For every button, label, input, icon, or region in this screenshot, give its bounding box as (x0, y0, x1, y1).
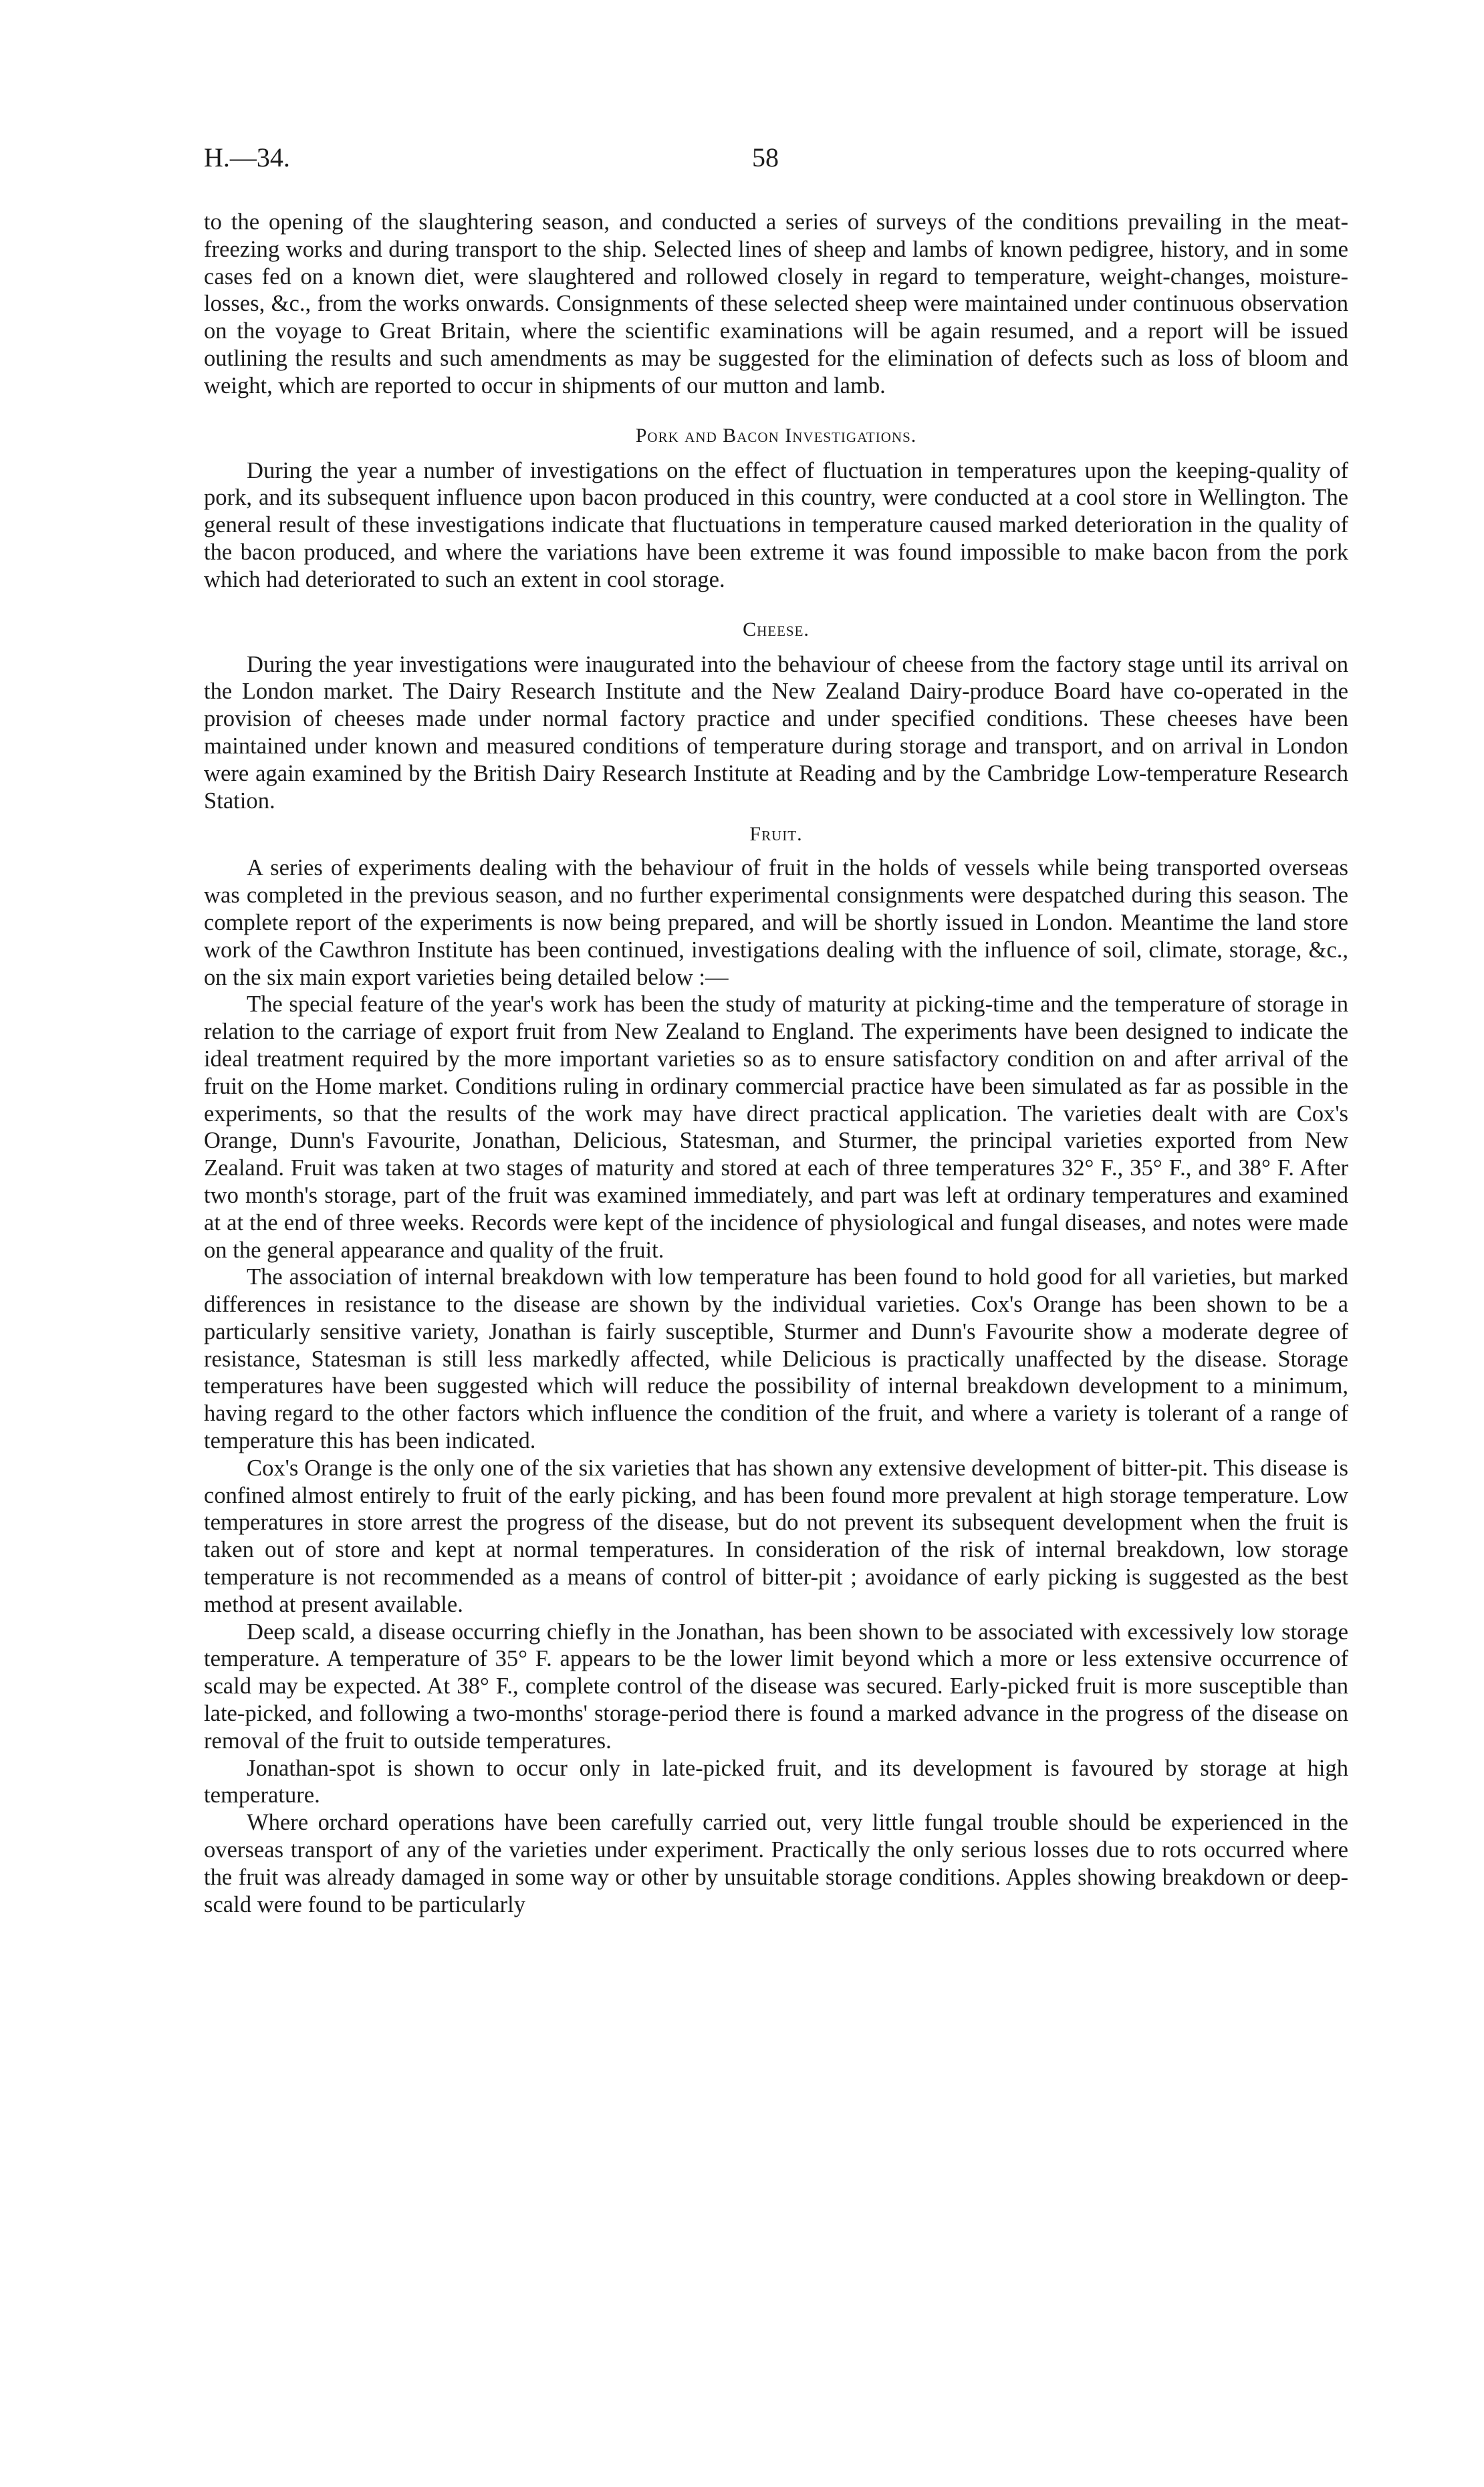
fruit-paragraph-4: Cox's Orange is the only one of the six varieties that has shown any extensive development of bitter-pit. This disease is confined almost entirely to fruit of the early picking, and has been found more prevalent at high storage temperature. Low temperatures in store arrest the progress of the disease, but do not prevent its subsequent development when the fruit is taken out of store and kept at normal temperatures. In consideration of the risk of internal breakdown, low storage temperature is not recommended as a means of control of bitter-pit ; avoidance of early picking is suggested as the best method at present available. (204, 1455, 1348, 1617)
pork-paragraph-1: During the year a number of investigations on the effect of fluctuation in temperatures upon the keeping-quality of pork, and its subsequent influence upon bacon produced in this country, were conducted at a cool store in Wellington. The general result of these investigations indicate that fluctuations in temperature caused marked deterioration in the quality of the bacon produced, and where the variations have been extreme it was found impossible to make bacon from the pork which had deteriorated to such an extent in cool storage. (204, 457, 1348, 592)
fruit-paragraph-2: The special feature of the year's work has been the study of maturity at picking-time and the temperature of storage in relation to the carriage of export fruit from New Zealand to England. The experiments have been designed to indicate the ideal treatment required by the more important varieties so as to ensure satisfactory condition on and after arrival of the fruit on the Home market. Conditions ruling in ordinary commercial practice have been simulated as far as possible in the experiments, so that the results of the work may have direct practical application. The varieties dealt with are Cox's Orange, Dunn's Favourite, Jonathan, Delicious, Statesman, and Sturmer, the principal varieties exported from New Zealand. Fruit was taken at two stages of maturity and stored at each of three temperatures 32° F., 35° F., and 38° F. After two month's storage, part of the fruit was examined immediately, and part was left at ordinary temperatures and examined at at the end of three weeks. Records were kept of the incidence of physiological and fungal diseases, and notes were made on the general appearance and quality of the fruit. (204, 991, 1348, 1263)
fruit-paragraph-3: The association of internal breakdown with low temperature has been found to hold good for all varieties, but marked differences in resistance to the disease are shown by the individual varieties. Cox's Orange has been shown to be a particularly sensitive variety, Jonathan is fairly susceptible, Sturmer and Dunn's Favourite show a moderate degree of resistance, Statesman is still less markedly affected, while Delicious is practically unaffected by the disease. Storage temperatures have been suggested which will reduce the possibility of internal breakdown development to a minimum, having regard to the other factors which influence the condition of the fruit, and where a variety is tolerant of a range of temperature this has been indicated. (204, 1264, 1348, 1454)
section-heading-pork: Pork and Bacon Investigations. (635, 424, 917, 447)
fruit-paragraph-5: Deep scald, a disease occurring chiefly in the Jonathan, has been shown to be associated with excessively low storage temperature. A temperature of 35° F. appears to be the lower limit beyond which a more or less extensive occurrence of scald may be expected. At 38° F., complete control of the disease was secured. Early-picked fruit is more susceptible than late-picked, and following a two-months' storage-period there is found a marked advance in the progress of the disease on removal of the fruit to outside temperatures. (204, 1619, 1348, 1754)
body-text (204, 209, 1348, 1918)
fruit-paragraph-6: Jonathan-spot is shown to occur only in late-picked fruit, and its development is favoured by storage at high temperature. (204, 1755, 1348, 1808)
page-header (204, 142, 1354, 182)
page-number: 58 (752, 142, 779, 172)
intro-paragraph: to the opening of the slaughtering season, and conducted a series of surveys of the conditions prevailing in the meat-freezing works and during transport to the ship. Selected lines of sheep and lambs of known pedigree, history, and in some cases fed on a known diet, were slaughtered and rollowed closely in regard to temperature, weight-changes, moisture-losses, &c., from the works onwards. Consignments of these selected sheep were maintained under continuous observation on the voyage to Great Britain, where the scientific examinations will be again resumed, and a report will be issued outlining the results and such amendments as may be suggested for the elimination of defects such as loss of bloom and weight, which are reported to occur in shipments of our mutton and lamb. (204, 209, 1348, 398)
section-heading-fruit: Fruit. (749, 823, 803, 846)
fruit-paragraph-1: A series of experiments dealing with the behaviour of fruit in the holds of vessels while being transported overseas was completed in the previous season, and no further experimental consignments were despatched during this season. The complete report of the experiments is now being prepared, and will be shortly issued in London. Meantime the land store work of the Cawthron Institute has been continued, investigations dealing with the influence of soil, climate, storage, &c., on the six main export varieties being detailed below :— (204, 855, 1348, 990)
cheese-paragraph-1: During the year investigations were inaugurated into the behaviour of cheese from the factory stage until its arrival on the London market. The Dairy Research Institute and the New Zealand Dairy-produce Board have co-operated in the provision of cheeses made under normal factory practice and under specified conditions. These cheeses have been maintained under known and measured conditions of temperature during storage and transport, and on arrival in London were again examined by the British Dairy Research Institute at Reading and by the Cambridge Low-temperature Research Station. (204, 651, 1348, 814)
section-heading-cheese: Cheese. (743, 618, 810, 640)
fruit-paragraph-7: Where orchard operations have been carefully carried out, very little fungal trouble should be experienced in the overseas transport of any of the varieties under experiment. Practically the only serious losses due to rots occurred where the fruit was already damaged in some way or other by unsuitable storage conditions. Apples showing breakdown or deep-scald were found to be particularly (204, 1810, 1348, 1917)
document-reference: H.—34. (204, 142, 290, 172)
